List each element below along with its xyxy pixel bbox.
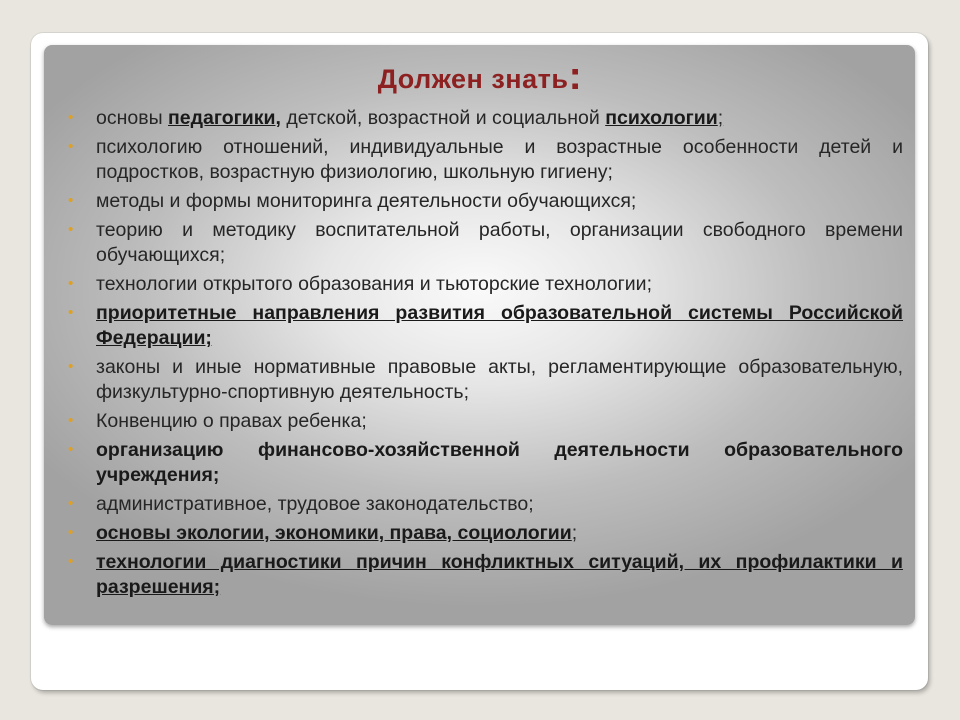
- item-emphasis: психологии: [605, 107, 718, 129]
- bullet-icon: •: [68, 495, 74, 512]
- list-item: [68, 301, 903, 351]
- knowledge-list: [68, 106, 903, 604]
- bullet-icon: •: [68, 221, 74, 238]
- item-text: ;: [571, 522, 578, 544]
- item-emphasis: приоритетные направления развития образовательной системы Российской Федерации;: [96, 302, 903, 349]
- item-text: технологии открытого образования и тьюторские технологии;: [96, 273, 652, 295]
- list-item: [68, 438, 903, 488]
- item-text: методы и формы мониторинга деятельности обучающихся;: [96, 190, 637, 212]
- list-item: [68, 521, 903, 546]
- item-text: ;: [717, 107, 724, 129]
- bullet-icon: •: [68, 524, 74, 541]
- item-emphasis: технологии диагностики причин конфликтных ситуаций, их профилактики и разрешения;: [96, 551, 903, 598]
- item-text: психологию отношений, индивидуальные и возрастные особенности детей и подростков, возрастную физиологию, школьную гигиену;: [96, 136, 903, 183]
- list-item: [68, 135, 903, 185]
- bullet-icon: •: [68, 138, 74, 155]
- bullet-icon: •: [68, 553, 74, 570]
- item-emphasis: педагогики,: [168, 107, 281, 129]
- list-item: [68, 218, 903, 268]
- bullet-icon: •: [68, 304, 74, 321]
- bullet-icon: •: [68, 412, 74, 429]
- slide-title: [0, 54, 960, 99]
- item-text: Конвенцию о правах ребенка;: [96, 410, 367, 432]
- bullet-icon: •: [68, 275, 74, 292]
- item-text: административное, трудовое законодательство;: [96, 493, 534, 515]
- list-item: [68, 106, 903, 131]
- list-item: [68, 492, 903, 517]
- bullet-icon: •: [68, 109, 74, 126]
- list-item: [68, 550, 903, 600]
- item-text: теорию и методику воспитательной работы, организации свободного времени обучающихся;: [96, 219, 903, 266]
- item-emphasis: организацию финансово-хозяйственной деятельности образовательного учреждения;: [96, 439, 903, 486]
- bullet-icon: •: [68, 358, 74, 375]
- item-text: законы и иные нормативные правовые акты, регламентирующие образовательную, физкультурно-спортивную деятельность;: [96, 356, 903, 403]
- list-item: [68, 355, 903, 405]
- item-text: основы: [96, 107, 169, 129]
- slide-title-colon: :: [568, 54, 583, 98]
- list-item: [68, 189, 903, 214]
- item-emphasis: основы экологии, экономики, права, социологии: [96, 522, 572, 544]
- slide-title-text: Должен знать: [377, 64, 569, 94]
- list-item: [68, 409, 903, 434]
- bullet-icon: •: [68, 192, 74, 209]
- bullet-icon: •: [68, 441, 74, 458]
- item-text: детской, возрастной и социальной: [280, 107, 606, 129]
- list-item: [68, 272, 903, 297]
